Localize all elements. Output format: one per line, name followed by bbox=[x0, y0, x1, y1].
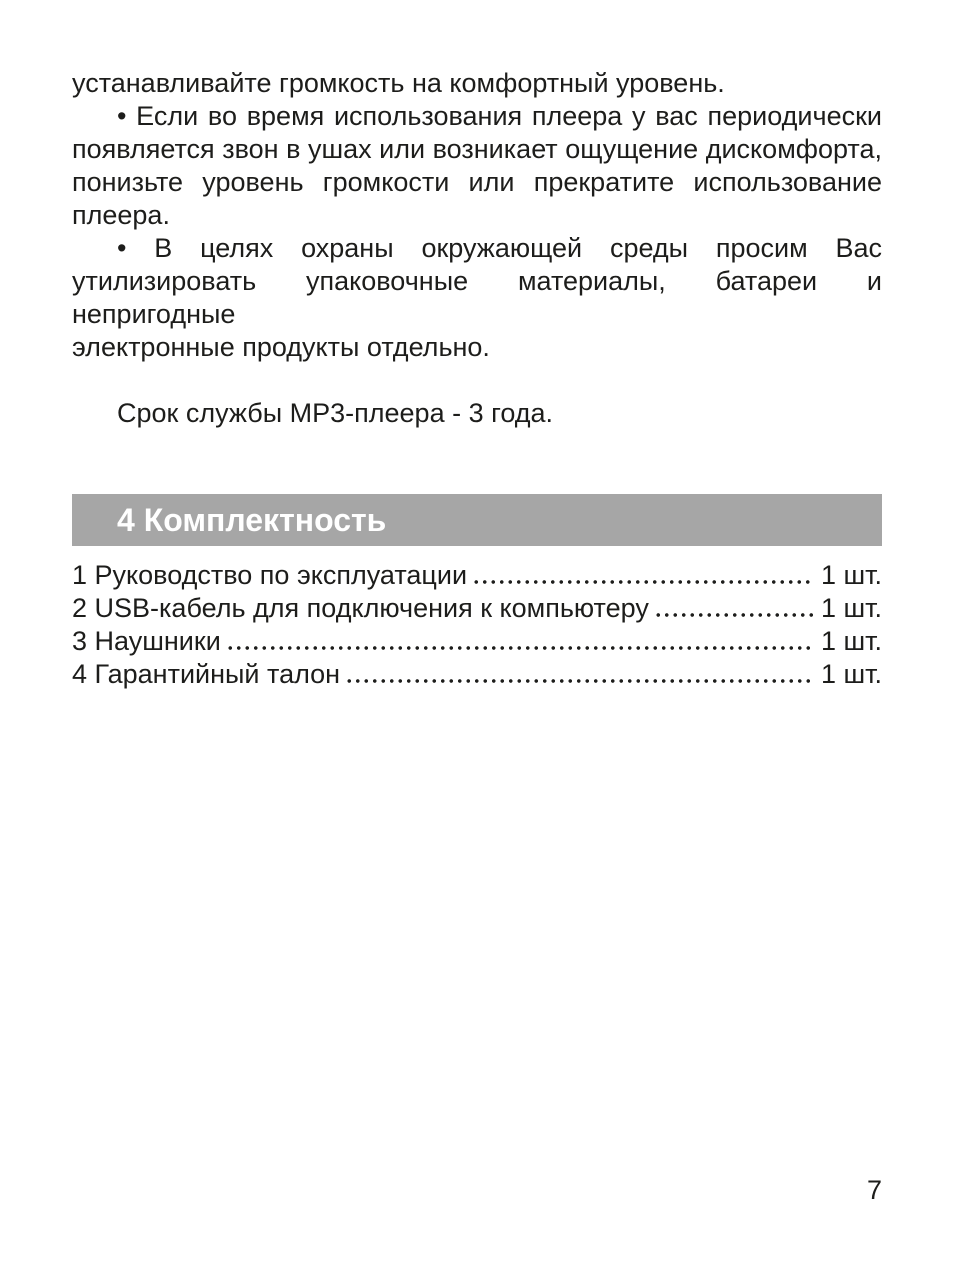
dot-leader bbox=[345, 679, 814, 683]
paragraph bbox=[72, 100, 882, 232]
list-item bbox=[72, 658, 882, 691]
item-quantity: 1 шт. bbox=[820, 560, 882, 590]
paragraph bbox=[72, 232, 882, 364]
item-quantity: 1 шт. bbox=[820, 626, 882, 656]
dot-leader bbox=[654, 613, 814, 617]
packing-list bbox=[72, 559, 882, 691]
item-label: 3 Наушники bbox=[72, 626, 221, 656]
page-number: 7 bbox=[866, 1175, 882, 1205]
list-item bbox=[72, 559, 882, 592]
paragraph bbox=[72, 67, 882, 100]
text-line: электронные продукты отдельно. bbox=[72, 332, 490, 362]
dot-leader bbox=[472, 580, 814, 584]
item-label: 1 Руководство по эксплуатации bbox=[72, 560, 468, 590]
section-title: 4 Комплектность bbox=[117, 502, 387, 538]
paragraph bbox=[72, 397, 882, 430]
text-line: утилизировать упаковочные материалы, батареи и непригодные bbox=[72, 266, 882, 329]
item-quantity: 1 шт. bbox=[820, 593, 882, 623]
item-quantity: 1 шт. bbox=[820, 659, 882, 689]
text-line: устанавливайте громкость на комфортный уровень. bbox=[72, 68, 725, 98]
item-label: 4 Гарантийный талон bbox=[72, 659, 341, 689]
section-header-bar bbox=[72, 494, 882, 546]
text-line: • Если во время использования плеера у вас периодически bbox=[117, 101, 882, 131]
list-item bbox=[72, 592, 882, 625]
list-item bbox=[72, 625, 882, 658]
text-line: появляется звон в ушах или возникает ощущение дискомфорта, bbox=[72, 134, 882, 164]
item-label: 2 USB-кабель для подключения к компьютеру bbox=[72, 593, 649, 623]
text-line: • В целях охраны окружающей среды просим Вас bbox=[117, 233, 882, 263]
text-line: плеера. bbox=[72, 200, 170, 230]
text-line: Срок службы MP3-плеера - 3 года. bbox=[117, 398, 554, 428]
dot-leader bbox=[226, 646, 814, 650]
text-line: понизьте уровень громкости или прекратите использование bbox=[72, 167, 882, 197]
